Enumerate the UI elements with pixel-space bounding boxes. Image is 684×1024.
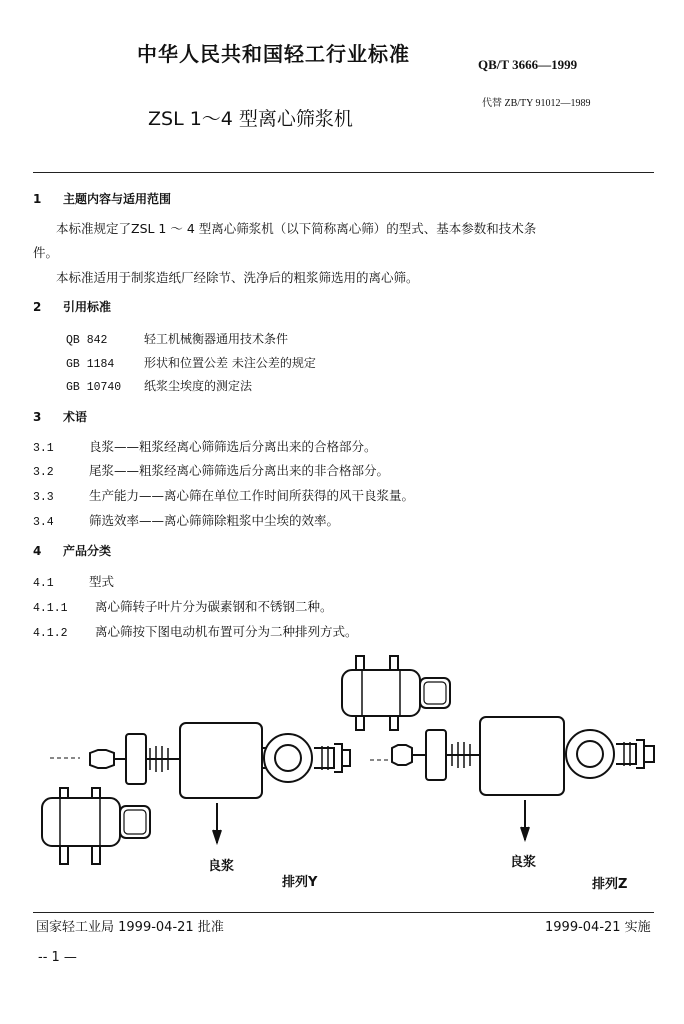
section-3-heading (33, 408, 87, 425)
end-fitting (616, 740, 654, 768)
page-number: -- 1 — (38, 950, 77, 965)
left-outlet-label: 良浆 (208, 859, 235, 874)
end-fitting (314, 744, 350, 772)
reference-name: 纸浆尘埃度的测定法 (144, 379, 253, 393)
clause-number: 4.1 (33, 577, 54, 590)
section-number: 2 (33, 300, 42, 314)
clause-number: 3.2 (33, 466, 54, 479)
motor-feet (60, 846, 100, 864)
subclause-text: 离心筛转子叶片分为碳素钢和不锈钢二种。 (95, 599, 333, 614)
term-text: 尾浆——粗浆经离心筛筛选后分离出来的非合格部分。 (89, 463, 390, 478)
arrangement-y-drawing (42, 723, 350, 864)
section-1-heading (33, 190, 171, 207)
outlet-ring (264, 734, 312, 782)
clause-number: 3.3 (33, 491, 54, 504)
effective-date-note: 1999-04-21 实施 (545, 920, 651, 935)
top-motor-drawing (342, 656, 450, 730)
outlet-ring-inner (275, 745, 301, 771)
approval-note: 国家轻工业局 1999-04-21 批准 (36, 920, 224, 935)
coupling (426, 730, 446, 780)
term-item (33, 511, 339, 529)
section-title: 引用标准 (63, 300, 112, 314)
right-arrangement-caption: 排列Z (592, 877, 628, 892)
subclause-item (33, 572, 114, 590)
term-item (33, 461, 389, 479)
term-item (33, 437, 377, 455)
section-number: 4 (33, 544, 42, 558)
outlet-ring-inner (577, 741, 603, 767)
term-item (33, 486, 414, 504)
clause-number: 4.1.2 (33, 627, 68, 640)
footer-divider (33, 912, 654, 913)
motor-mount (356, 656, 398, 670)
term-text: 筛选效率——离心筛筛除粗浆中尘埃的效率。 (89, 513, 340, 528)
outlet-ring (566, 730, 614, 778)
section-title: 术语 (63, 410, 88, 424)
section-title: 主题内容与适用范围 (63, 192, 172, 206)
section-title: 产品分类 (63, 544, 112, 558)
right-outlet-label: 良浆 (510, 855, 537, 870)
section-2-heading (33, 298, 111, 315)
motor-mount (60, 788, 100, 798)
header-divider (33, 172, 654, 173)
term-text: 良浆——粗浆经离心筛筛选后分离出来的合格部分。 (89, 439, 377, 454)
section-number: 3 (33, 410, 42, 424)
term-text: 生产能力——离心筛在单位工作时间所获得的风干良浆量。 (89, 488, 415, 503)
reference-code: QB 842 (66, 334, 108, 347)
subclause-text: 型式 (89, 574, 115, 589)
clause-number: 3.4 (33, 516, 54, 529)
reference-item (66, 377, 252, 394)
reference-item (66, 330, 288, 347)
motor-body (42, 798, 120, 846)
arrangement-figure (30, 648, 670, 898)
reference-code: GB 1184 (66, 358, 115, 371)
coupling (126, 734, 146, 784)
section-4-heading (33, 542, 111, 559)
document-title: ZSL 1～4 型离心筛浆机 (148, 108, 353, 130)
screen-body (180, 723, 262, 798)
motor-feet (356, 716, 398, 730)
arrangement-z-drawing (392, 717, 654, 840)
reference-code: GB 10740 (66, 381, 122, 394)
motor-body (342, 670, 420, 716)
paragraph: 本标准适用于制浆造纸厂经除节、洗净后的粗浆筛选用的离心筛。 (56, 270, 419, 285)
paragraph: 本标准规定了ZSL 1 ～ 4 型离心筛浆机（以下简称离心筛）的型式、基本参数和技术条 (56, 221, 537, 236)
clause-number: 4.1.1 (33, 602, 68, 615)
reference-name: 形状和位置公差 未注公差的规定 (144, 356, 316, 370)
replaces-note: 代替 ZB/TY 91012—1989 (482, 98, 591, 109)
left-arrangement-caption: 排列Y (282, 875, 318, 890)
section-number: 1 (33, 192, 42, 206)
clause-number: 3.1 (33, 442, 54, 455)
subclause-item (33, 597, 333, 615)
issuing-org-title: 中华人民共和国轻工行业标准 (137, 42, 410, 66)
paragraph-continuation: 件。 (33, 245, 59, 260)
standard-code: QB/T 3666—1999 (478, 57, 578, 72)
bearing-housing (90, 750, 114, 768)
subclause-text: 离心筛按下图电动机布置可分为二种排列方式。 (95, 624, 358, 639)
bearing-housing (392, 745, 412, 765)
reference-name: 轻工机械衡器通用技术条件 (144, 332, 289, 346)
screen-body (480, 717, 564, 795)
reference-item (66, 354, 316, 371)
subclause-item (33, 622, 358, 640)
